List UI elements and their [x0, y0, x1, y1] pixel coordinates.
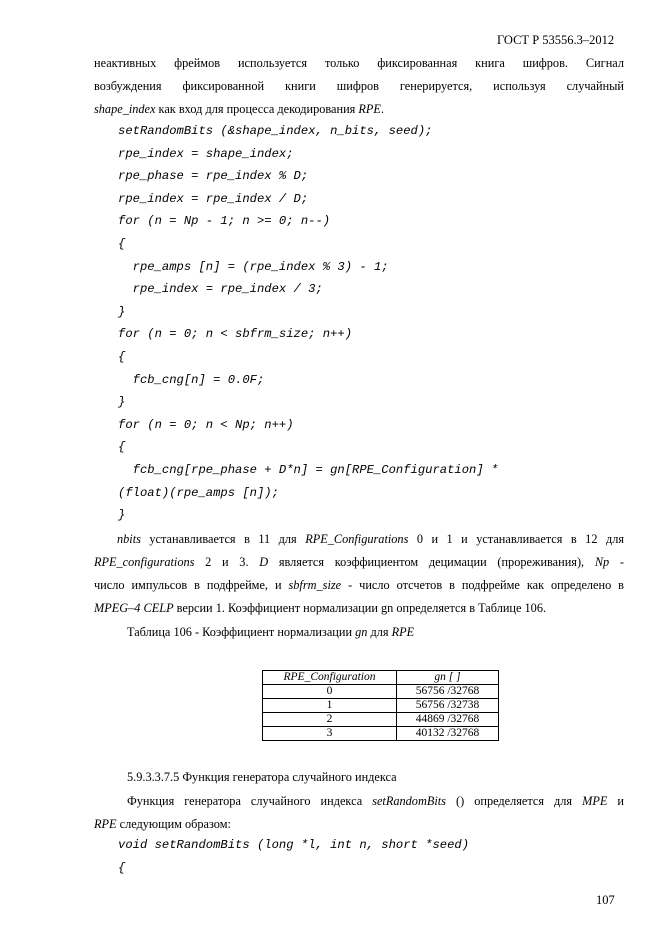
table-cell: 56756 /32738 [397, 699, 499, 713]
table-row [263, 713, 499, 727]
setrandombits-term: setRandomBits [372, 794, 446, 808]
code-line: rpe_index = rpe_index / D; [118, 191, 309, 206]
mpe-term: MPE [582, 794, 608, 808]
sbfrm-size-term: sbfrm_size [288, 578, 342, 592]
func-line-1 [94, 790, 624, 813]
desc-text: 0 и 1 и устанавливается в 12 для [408, 532, 624, 546]
code-line: { [118, 350, 126, 364]
intro-period: . [380, 102, 385, 116]
rpe-term: RPE [391, 625, 415, 639]
desc-text: версии 1. Коэффициент нормализации gn определяется в Таблице 106. [173, 601, 547, 615]
table-cell: 1 [263, 699, 397, 713]
intro-line-2: возбуждения фиксированной книги шифров генерируется, используя случайный [94, 79, 624, 93]
document-header: ГОСТ Р 53556.3–2012 [497, 33, 615, 47]
func-text: Функция генератора случайного индекса [127, 794, 373, 808]
code-line: } [118, 304, 126, 319]
code-line: void setRandomBits (long *l, int n, short *seed) [118, 838, 470, 852]
intro-text: как вход для процесса декодирования [155, 102, 359, 116]
code-line: { [118, 440, 126, 455]
desc-text: устанавливается в 11 для [140, 532, 306, 546]
desc-text: 2 и 3. [194, 555, 260, 569]
np-term: Np [594, 555, 610, 569]
d-term: D [259, 555, 269, 569]
code-line: for (n = 0; n < sbfrm_size; n++) [118, 327, 353, 342]
intro-line-1: неактивных фреймов используется только фиксированная книга шифров. Сигнал [94, 56, 624, 70]
code-line: setRandomBits (&shape_index, n_bits, seed); [118, 124, 433, 138]
table-cell: 2 [263, 713, 397, 727]
desc-line-1 [94, 528, 624, 551]
column-header-rpe-configuration: RPE_Configuration [263, 671, 397, 685]
func-text: и [607, 794, 625, 808]
table-cell: 3 [263, 727, 397, 741]
column-header-gn: gn [ ] [397, 671, 499, 685]
page-number: 107 [596, 893, 615, 907]
code-line: for (n = Np - 1; n >= 0; n--) [118, 214, 331, 229]
desc-text: - число отсчетов в подфрейме как определено в [341, 578, 624, 592]
table-cell: 0 [263, 685, 397, 699]
func-text: () определяется для [445, 794, 583, 808]
code-line: { [118, 237, 126, 251]
rpe-configurations-term: RPE_Configurations [305, 532, 409, 546]
desc-text: число импульсов в подфрейме, и [94, 578, 289, 592]
code-line: for (n = 0; n < Np; n++) [118, 417, 294, 432]
desc-text: является коэффициентом децимации (прореживания), [268, 555, 595, 569]
mpeg4-celp-term: MPEG–4 CELP [94, 601, 174, 615]
rpe-term: RPE [94, 817, 117, 831]
table-cell: 40132 /32768 [397, 727, 499, 741]
code-line: (float)(rpe_amps [n]); [118, 485, 279, 500]
func-line-2 [94, 813, 624, 836]
caption-text: Таблица 106 - Коэффициент нормализации [127, 625, 356, 639]
table-header-row [263, 671, 499, 685]
table-row [263, 685, 499, 699]
table-caption [127, 625, 414, 640]
table-row [263, 727, 499, 741]
gn-term: gn [355, 625, 368, 639]
desc-text: - [609, 555, 625, 569]
desc-line-4 [94, 597, 624, 620]
code-line: fcb_cng[rpe_phase + D*n] = gn[RPE_Configuration] * [118, 463, 499, 477]
function-description [94, 790, 624, 836]
func-text: следующим образом: [116, 817, 231, 831]
nbits-term: nbits [117, 532, 141, 546]
code-line: rpe_amps [n] = (rpe_index % 3) - 1; [118, 259, 389, 274]
desc-line-3 [94, 574, 624, 597]
code-line: rpe_index = shape_index; [118, 146, 294, 161]
code-line: { [118, 861, 126, 875]
table-row [263, 699, 499, 713]
table-cell: 56756 /32768 [397, 685, 499, 699]
rpe-configurations-term: RPE_configurations [94, 555, 195, 569]
code-line: fcb_cng[n] = 0.0F; [118, 372, 265, 387]
code-line: } [118, 508, 126, 523]
normalization-table [262, 670, 499, 741]
desc-line-2 [94, 551, 624, 574]
table-cell: 44869 /32768 [397, 713, 499, 727]
code-line: rpe_index = rpe_index / 3; [118, 282, 323, 297]
code-line: rpe_phase = rpe_index % D; [118, 169, 309, 184]
intro-paragraph [94, 52, 624, 121]
rpe-term: RPE [358, 102, 381, 116]
subsection-title: 5.9.3.3.7.5 Функция генератора случайного индекса [127, 770, 397, 784]
intro-line-3 [94, 98, 624, 121]
description-paragraph [94, 528, 624, 620]
shape-index-term: shape_index [94, 102, 156, 116]
code-line: } [118, 395, 126, 410]
caption-text: для [367, 625, 392, 639]
